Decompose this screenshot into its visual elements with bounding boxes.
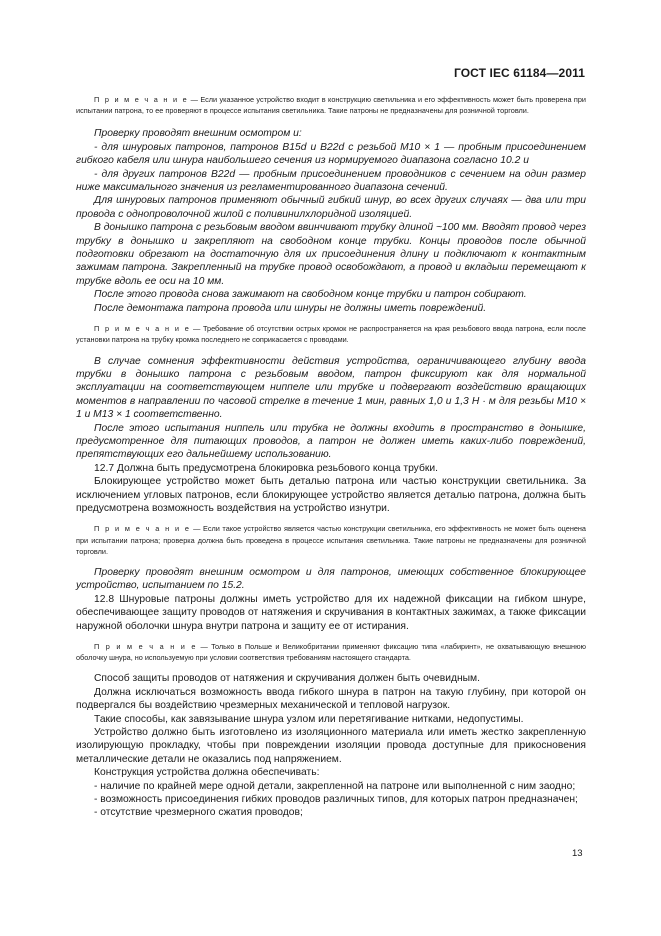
paragraph: После этого испытания ниппель или трубка не должны входить в пространство в донышке, предусмотренное для питающих проводов, а патрон не должен иметь каких-либо повреждений, препятствующих его дальнейшему использованию.: [76, 422, 586, 461]
page-number: 13: [572, 848, 583, 859]
paragraph: Должна исключаться возможность ввода гибкого шнура в патрон на такую глубину, при которой он подвергался бы воздействию чрезмерных механической и тепловой нагрузок.: [76, 686, 586, 712]
check-intro: Проверку проводят внешним осмотром и:: [94, 128, 302, 140]
page-content: [76, 94, 586, 820]
note-label: П р и м е ч а н и е: [94, 524, 191, 534]
note-text: — Если указанное устройство входит в конструкцию светильника и его эффективность может быть проверена при испытании патрона, то ее проверяют в процессе испытания светильника. Такие патроны не предназначены для розничной торговли.: [76, 95, 586, 116]
standard-header: ГОСТ IEC 61184—2011: [454, 66, 585, 80]
section-12-7-title: 12.7 Должна быть предусмотрена блокировка резьбового конца трубки.: [94, 462, 438, 474]
paragraph: Конструкция устройства должна обеспечивать:: [94, 767, 320, 779]
note-2: [76, 323, 586, 345]
paragraph: В донышко патрона с резьбовым вводом ввинчивают трубку длиной ~100 мм. Вводят провод через трубку в донышко и закрепляют на свободном конце трубки. Концы проводов после обычной подготовки обрезают на достаточную для их присоединения длину и подключают к контактным зажимам патрона. Закрепленный на трубке провод освобождают, а провод и вкладыш перемещают к трубке вдоль ее оси на 10 мм.: [76, 222, 586, 287]
check-paragraph: Проверку проводят внешним осмотром и для патронов, имеющих собственное блокирующее устройство, испытанием по 15.2.: [76, 566, 586, 592]
note-3: [76, 523, 586, 557]
section-12-8: 12.8 Шнуровые патроны должны иметь устройство для их надежной фиксации на гибком шнуре, обеспечивающее защиту проводов от натяжения и скручивания в контактных зажимах, а также фиксации наружной оболочки шнура внутри патрона и защиту ее от истирания.: [76, 593, 586, 632]
paragraph: Блокирующее устройство может быть деталью патрона или частью конструкции светильника. За исключением угловых патронов, если блокирующее устройство является деталью патрона, должна быть предусмотрена возможность воздействия на устройство изнутри.: [76, 476, 586, 514]
note-text: — Если такое устройство является частью конструкции светильника, его эффективность не может быть оценена при испытании патрона; проверка должна быть проведена в процессе испытания светильника. Такие патроны не предназначены для розничной торговли.: [76, 524, 586, 556]
list-item: - для других патронов B22d — пробным присоединением проводников с сечением на один размер ниже максимального значения из регламентированного диапазона сечений.: [76, 168, 586, 194]
list-item: - отсутствие чрезмерного сжатия проводов;: [94, 807, 303, 819]
list-item: - наличие по крайней мере одной детали, закрепленной на патроне или выполненной с ним заодно;: [94, 780, 576, 792]
note-label: П р и м е ч а н и е: [94, 642, 198, 652]
note-text: — Требование об отсутствии острых кромок не распространяется на края резьбового ввода патрона, если после установки патрона на трубку кромка последнего не соприкасается с проводами.: [76, 324, 586, 345]
paragraph: Устройство должно быть изготовлено из изоляционного материала или иметь жестко закрепленную изолирующую прокладку, чтобы при повреждении изоляции провода доступные для прикосновения металлические детали не оказались под напряжением.: [76, 727, 586, 765]
note-label: П р и м е ч а н и е: [94, 324, 191, 334]
paragraph: Такие способы, как завязывание шнура узлом или перетягивание нитками, недопустимы.: [94, 713, 524, 725]
note-1: [76, 94, 586, 116]
note-label: П р и м е ч а н и е: [94, 95, 189, 104]
paragraph: Для шнуровых патронов применяют обычный гибкий шнур, во всех других случаях — два или три провода с однопроволочной жилой с поливинилхлоридной изоляцией.: [76, 195, 586, 220]
paragraph: После этого провода снова зажимают на свободном конце трубки и патрон собирают.: [94, 289, 527, 301]
list-item: - возможность присоединения гибких проводов различных типов, для которых патрон предназначен;: [94, 794, 578, 806]
note-4: [76, 641, 586, 663]
paragraph: После демонтажа патрона провода или шнуры не должны иметь повреждений.: [94, 302, 487, 314]
note-text: — Только в Польше и Великобритании применяют фиксацию типа «лабиринт», не охватывающую внешнюю оболочку шнура, но используемую при условии соответствия требованиям настоящего стандарта.: [76, 642, 587, 663]
paragraph: Способ защиты проводов от натяжения и скручивания должен быть очевидным.: [94, 673, 480, 685]
list-item: - для шнуровых патронов, патронов B15d и B22d с резьбой M10 × 1 — пробным присоединением гибкого кабеля или шнура наибольшего сечения из нормируемого диапазона согласно 10.2 и: [76, 141, 586, 167]
paragraph: В случае сомнения эффективности действия устройства, ограничивающего глубину ввода трубки в донышко патрона с резьбовым вводом, патрон фиксируют как для нормальной эксплуатации на соответствующем ниппеле или трубке и подвергают воздействию вращающих моментов в направлении по часовой стрелке в течение 1 мин, равных 1,0 и 1,3 Н · м для резьбы M10 × 1 и M13 × 1 соответственно.: [76, 355, 586, 421]
